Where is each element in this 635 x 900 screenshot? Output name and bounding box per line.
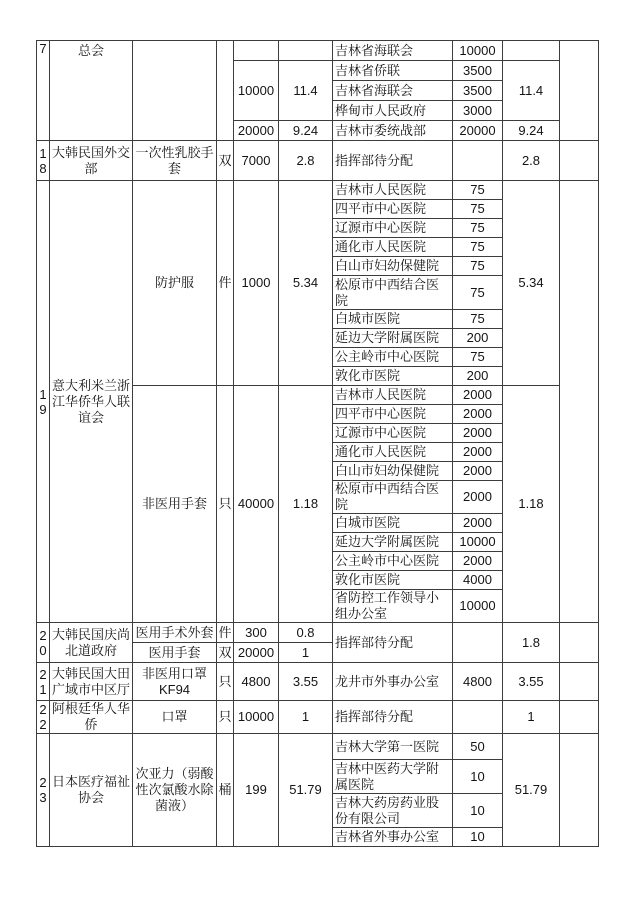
cell-recipient-quantity: 2000 bbox=[453, 424, 503, 443]
cell-recipient-quantity: 75 bbox=[453, 200, 503, 219]
table-row bbox=[37, 141, 599, 181]
cell-recipient: 公主岭市中心医院 bbox=[333, 552, 453, 571]
cell-recipient-value: 11.4 bbox=[503, 61, 560, 121]
table-row bbox=[37, 663, 599, 701]
cell-recipient-value: 9.24 bbox=[503, 121, 560, 141]
cell-row-number: 23 bbox=[37, 734, 50, 847]
cell-recipient: 松原市中西结合医院 bbox=[333, 481, 453, 514]
cell-quantity: 10000 bbox=[234, 61, 279, 121]
cell-quantity: 40000 bbox=[234, 386, 279, 623]
cell-recipient: 吉林大药房药业股份有限公司 bbox=[333, 794, 453, 828]
cell-quantity: 199 bbox=[234, 734, 279, 847]
cell-value: 2.8 bbox=[279, 141, 333, 181]
cell-recipient: 通化市人民医院 bbox=[333, 238, 453, 257]
cell-recipient: 桦甸市人民政府 bbox=[333, 101, 453, 121]
cell-item-name: 医用手术外套 bbox=[133, 623, 217, 643]
cell-value: 1 bbox=[279, 701, 333, 734]
cell-recipient-quantity: 2000 bbox=[453, 443, 503, 462]
cell-recipient: 白城市医院 bbox=[333, 310, 453, 329]
cell-row-number: 18 bbox=[37, 141, 50, 181]
cell-unit: 件 bbox=[217, 181, 234, 386]
cell-recipient: 白城市医院 bbox=[333, 514, 453, 533]
cell-recipient-quantity: 75 bbox=[453, 219, 503, 238]
cell-row-number: 19 bbox=[37, 181, 50, 623]
cell-recipient-value: 1.8 bbox=[503, 623, 560, 663]
cell-row-number: 22 bbox=[37, 701, 50, 734]
cell-item-name: 口罩 bbox=[133, 701, 217, 734]
cell-recipient-quantity: 75 bbox=[453, 257, 503, 276]
cell-recipient-value: 5.34 bbox=[503, 181, 560, 386]
cell-donor-organization: 大韩民国大田广域市中区厅 bbox=[50, 663, 133, 701]
cell-recipient: 辽源市中心医院 bbox=[333, 424, 453, 443]
cell-value: 5.34 bbox=[279, 181, 333, 386]
cell-donor-organization: 日本医疗福祉协会 bbox=[50, 734, 133, 847]
cell-recipient-quantity bbox=[453, 623, 503, 663]
cell-recipient-quantity: 75 bbox=[453, 310, 503, 329]
table-row bbox=[37, 181, 599, 200]
cell-recipient: 白山市妇幼保健院 bbox=[333, 462, 453, 481]
cell-item-name: 医用手套 bbox=[133, 643, 217, 663]
cell-recipient: 辽源市中心医院 bbox=[333, 219, 453, 238]
cell-recipient-quantity: 2000 bbox=[453, 386, 503, 405]
cell-recipient-quantity: 75 bbox=[453, 276, 503, 310]
cell-recipient-quantity: 10000 bbox=[453, 533, 503, 552]
cell-recipient-quantity: 10000 bbox=[453, 590, 503, 623]
cell-note bbox=[560, 623, 599, 663]
cell-recipient-value bbox=[503, 41, 560, 61]
cell-recipient-quantity: 200 bbox=[453, 367, 503, 386]
cell-item-name: 防护服 bbox=[133, 181, 217, 386]
cell-unit: 只 bbox=[217, 701, 234, 734]
cell-donor-organization: 大韩民国外交部 bbox=[50, 141, 133, 181]
cell-recipient-quantity: 75 bbox=[453, 238, 503, 257]
cell-item-name: 非医用手套 bbox=[133, 386, 217, 623]
cell-donor-organization: 意大利米兰浙江华侨华人联谊会 bbox=[50, 181, 133, 623]
cell-item-name: 非医用口罩KF94 bbox=[133, 663, 217, 701]
cell-recipient-value: 2.8 bbox=[503, 141, 560, 181]
cell-recipient: 四平市中心医院 bbox=[333, 405, 453, 424]
cell-quantity: 4800 bbox=[234, 663, 279, 701]
cell-recipient: 敦化市医院 bbox=[333, 367, 453, 386]
cell-recipient: 吉林省外事办公室 bbox=[333, 828, 453, 847]
cell-quantity: 1000 bbox=[234, 181, 279, 386]
cell-note bbox=[560, 41, 599, 141]
cell-value: 0.8 bbox=[279, 623, 333, 643]
cell-recipient-quantity: 2000 bbox=[453, 552, 503, 571]
cell-item-name: 次亚力（弱酸性次氯酸水除菌液） bbox=[133, 734, 217, 847]
cell-recipient-quantity: 4000 bbox=[453, 571, 503, 590]
cell-recipient: 吉林市委统战部 bbox=[333, 121, 453, 141]
cell-recipient-quantity bbox=[453, 701, 503, 734]
cell-recipient: 吉林市人民医院 bbox=[333, 386, 453, 405]
cell-unit: 件 bbox=[217, 623, 234, 643]
table-row bbox=[37, 734, 599, 760]
table-body bbox=[37, 41, 599, 847]
cell-unit: 双 bbox=[217, 141, 234, 181]
cell-recipient: 敦化市医院 bbox=[333, 571, 453, 590]
cell-unit: 只 bbox=[217, 663, 234, 701]
cell-recipient-quantity: 10 bbox=[453, 828, 503, 847]
cell-recipient: 省防控工作领导小组办公室 bbox=[333, 590, 453, 623]
cell-note bbox=[560, 181, 599, 623]
table-row bbox=[37, 623, 599, 643]
cell-unit: 双 bbox=[217, 643, 234, 663]
cell-quantity: 20000 bbox=[234, 643, 279, 663]
cell-recipient-quantity bbox=[453, 141, 503, 181]
cell-recipient-quantity: 4800 bbox=[453, 663, 503, 701]
cell-recipient: 吉林中医药大学附属医院 bbox=[333, 760, 453, 794]
cell-note bbox=[560, 141, 599, 181]
cell-recipient-quantity: 200 bbox=[453, 329, 503, 348]
cell-recipient: 四平市中心医院 bbox=[333, 200, 453, 219]
cell-note bbox=[560, 734, 599, 847]
cell-item-name bbox=[133, 41, 217, 141]
cell-value: 1 bbox=[279, 643, 333, 663]
cell-recipient-quantity: 3000 bbox=[453, 101, 503, 121]
cell-quantity: 300 bbox=[234, 623, 279, 643]
cell-recipient: 吉林省海联会 bbox=[333, 41, 453, 61]
cell-recipient-quantity: 75 bbox=[453, 181, 503, 200]
cell-recipient-value: 1 bbox=[503, 701, 560, 734]
cell-row-number: 21 bbox=[37, 663, 50, 701]
cell-recipient-quantity: 75 bbox=[453, 348, 503, 367]
cell-recipient-value: 1.18 bbox=[503, 386, 560, 623]
cell-recipient-quantity: 2000 bbox=[453, 481, 503, 514]
cell-value: 9.24 bbox=[279, 121, 333, 141]
table-row bbox=[37, 701, 599, 734]
cell-recipient: 吉林省海联会 bbox=[333, 81, 453, 101]
cell-recipient-quantity: 3500 bbox=[453, 61, 503, 81]
cell-recipient: 吉林市人民医院 bbox=[333, 181, 453, 200]
table-row bbox=[37, 41, 599, 61]
cell-value: 1.18 bbox=[279, 386, 333, 623]
cell-unit: 桶 bbox=[217, 734, 234, 847]
cell-recipient: 通化市人民医院 bbox=[333, 443, 453, 462]
cell-note bbox=[560, 701, 599, 734]
cell-recipient-quantity: 2000 bbox=[453, 405, 503, 424]
cell-recipient-quantity: 3500 bbox=[453, 81, 503, 101]
cell-recipient-quantity: 20000 bbox=[453, 121, 503, 141]
cell-unit: 只 bbox=[217, 386, 234, 623]
cell-recipient-quantity: 2000 bbox=[453, 462, 503, 481]
cell-recipient: 指挥部待分配 bbox=[333, 701, 453, 734]
cell-recipient: 延边大学附属医院 bbox=[333, 329, 453, 348]
cell-recipient: 公主岭市中心医院 bbox=[333, 348, 453, 367]
cell-recipient: 吉林大学第一医院 bbox=[333, 734, 453, 760]
cell-recipient-quantity: 10000 bbox=[453, 41, 503, 61]
cell-value bbox=[279, 41, 333, 61]
cell-recipient: 指挥部待分配 bbox=[333, 141, 453, 181]
cell-recipient: 延边大学附属医院 bbox=[333, 533, 453, 552]
cell-value: 51.79 bbox=[279, 734, 333, 847]
cell-recipient-quantity: 50 bbox=[453, 734, 503, 760]
cell-recipient: 白山市妇幼保健院 bbox=[333, 257, 453, 276]
cell-recipient-quantity: 10 bbox=[453, 760, 503, 794]
cell-recipient: 松原市中西结合医院 bbox=[333, 276, 453, 310]
cell-quantity: 20000 bbox=[234, 121, 279, 141]
cell-quantity: 10000 bbox=[234, 701, 279, 734]
donation-allocation-table bbox=[36, 40, 599, 847]
cell-recipient-value: 51.79 bbox=[503, 734, 560, 847]
cell-note bbox=[560, 663, 599, 701]
cell-donor-organization: 总会 bbox=[50, 41, 133, 141]
cell-quantity bbox=[234, 41, 279, 61]
cell-recipient: 龙井市外事办公室 bbox=[333, 663, 453, 701]
cell-recipient-value: 3.55 bbox=[503, 663, 560, 701]
cell-value: 11.4 bbox=[279, 61, 333, 121]
cell-row-number: 7 bbox=[37, 41, 50, 141]
cell-row-number: 20 bbox=[37, 623, 50, 663]
cell-recipient-quantity: 10 bbox=[453, 794, 503, 828]
cell-recipient-quantity: 2000 bbox=[453, 514, 503, 533]
cell-item-name: 一次性乳胶手套 bbox=[133, 141, 217, 181]
cell-quantity: 7000 bbox=[234, 141, 279, 181]
cell-donor-organization: 阿根廷华人华侨 bbox=[50, 701, 133, 734]
cell-recipient: 吉林省侨联 bbox=[333, 61, 453, 81]
cell-recipient: 指挥部待分配 bbox=[333, 623, 453, 663]
cell-value: 3.55 bbox=[279, 663, 333, 701]
cell-unit bbox=[217, 41, 234, 141]
cell-donor-organization: 大韩民国庆尚北道政府 bbox=[50, 623, 133, 663]
